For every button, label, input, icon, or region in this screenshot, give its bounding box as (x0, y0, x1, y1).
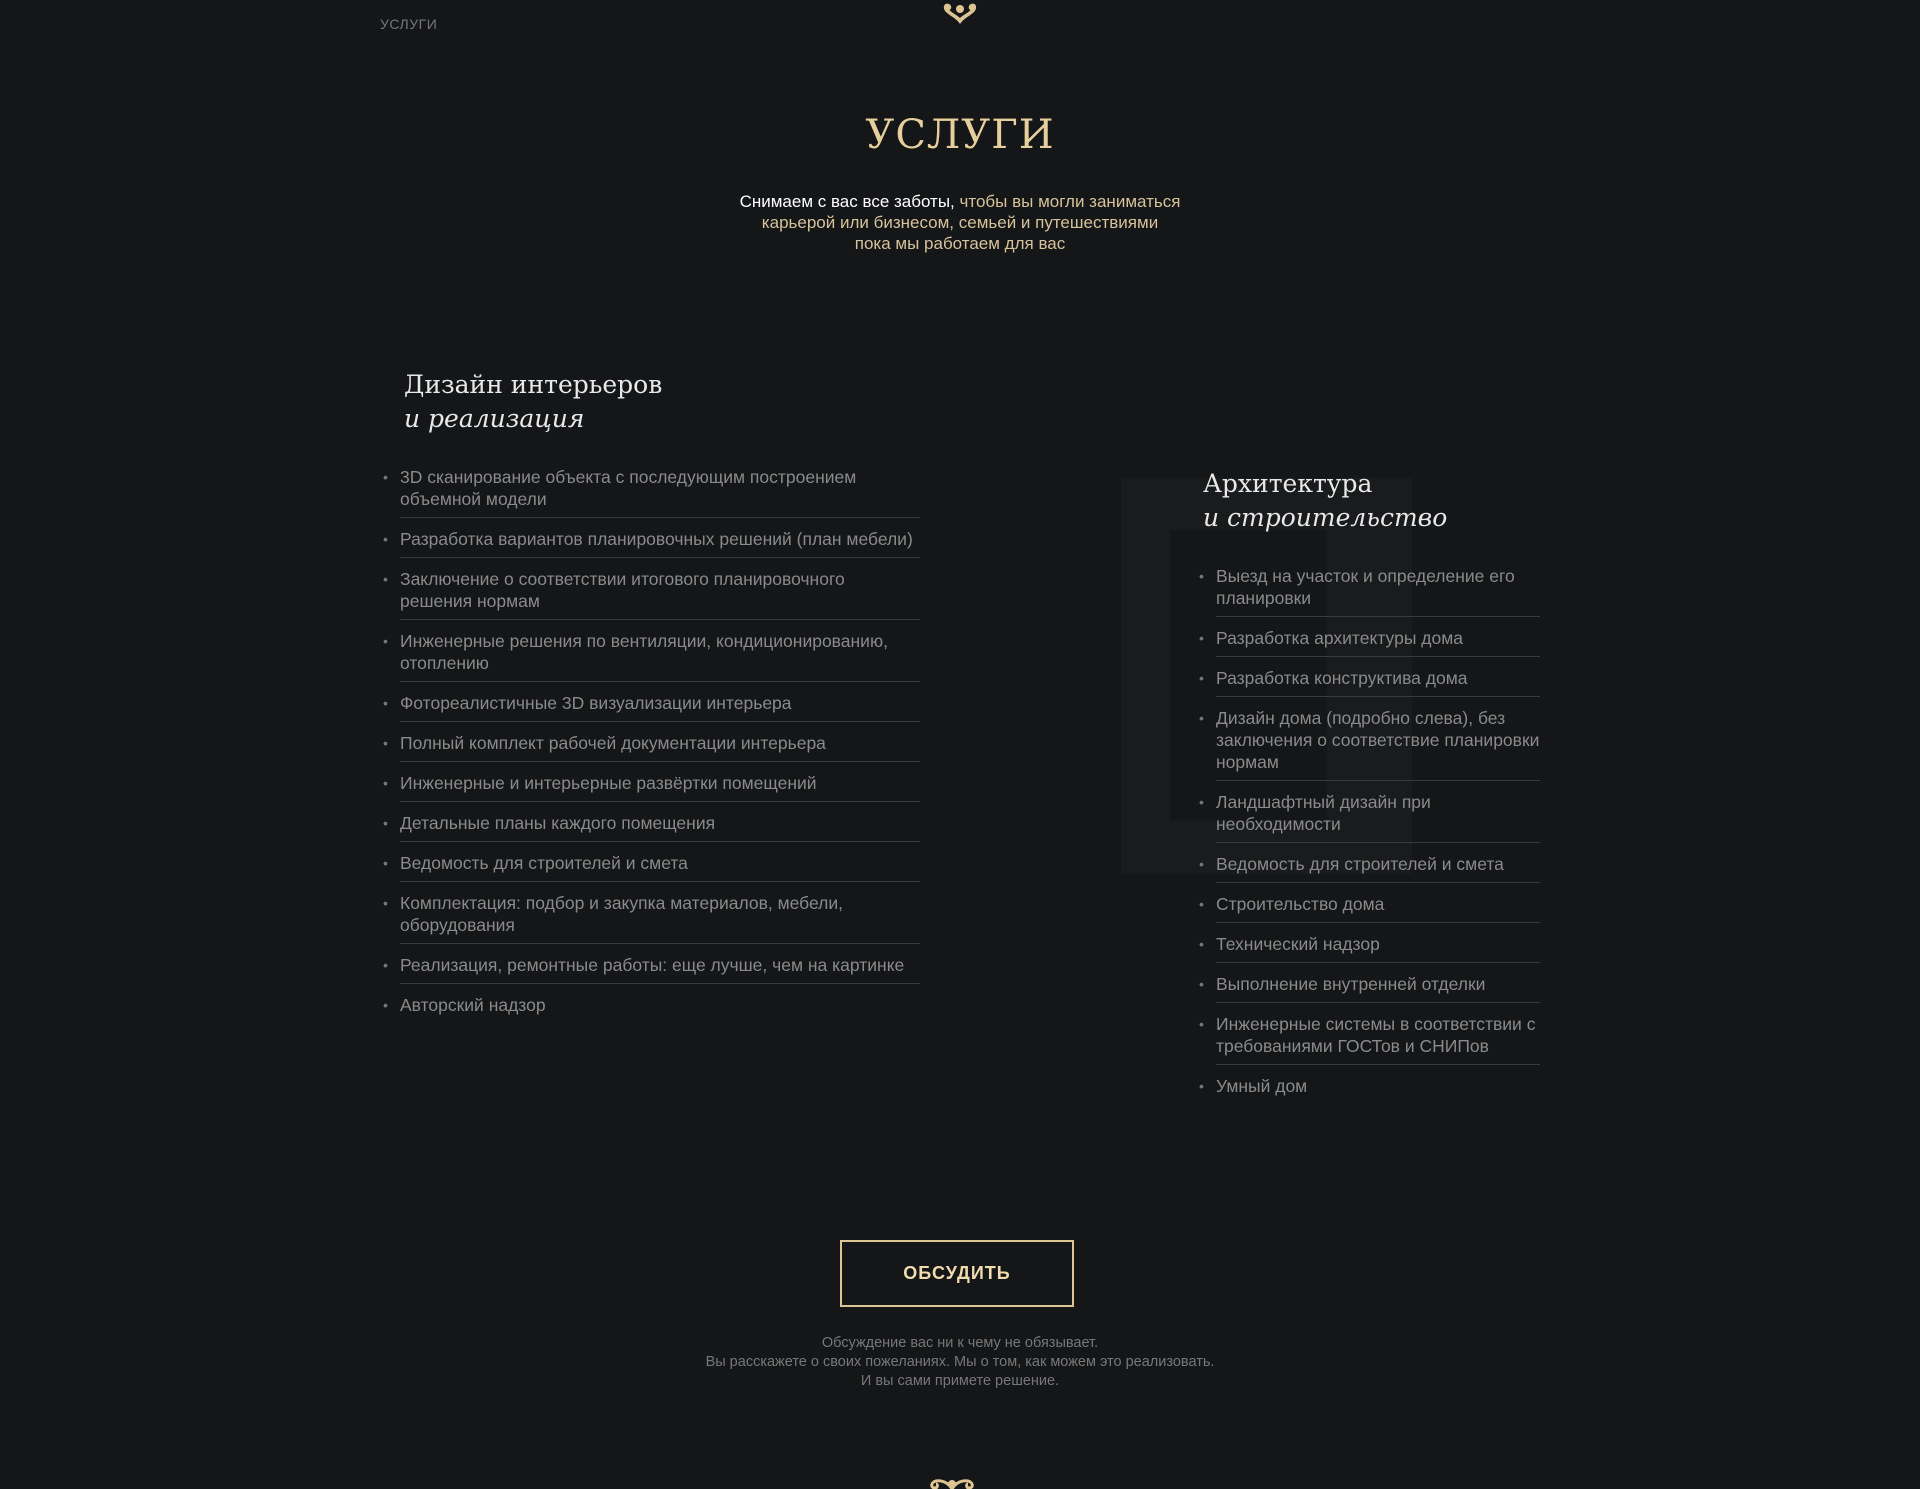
cta-note (560, 1334, 1360, 1391)
list-item (1196, 1075, 1540, 1105)
bullet-icon: • (1199, 568, 1204, 584)
subtitle-line-3: пока мы работаем для вас (854, 234, 1066, 253)
divider (400, 517, 920, 518)
list-item (1196, 565, 1540, 617)
list-item-label: 3D сканирование объекта с последующим построением объемной модели (400, 467, 857, 509)
divider (1216, 882, 1540, 883)
bullet-icon: • (1199, 976, 1204, 992)
list-item-label: Разработка конструктива дома (1216, 668, 1468, 688)
divider (400, 983, 920, 984)
list-item-label: Реализация, ремонтные работы: еще лучше, чем на картинке (400, 955, 905, 975)
divider (1216, 1002, 1540, 1003)
bullet-icon: • (383, 997, 388, 1013)
divider (400, 681, 920, 682)
architecture-heading-line1: Архитектура (1203, 469, 1373, 498)
list-item-label: Ведомость для строителей и смета (400, 853, 688, 873)
bullet-icon: • (383, 571, 388, 587)
interior-services-list (380, 466, 920, 1034)
divider (400, 557, 920, 558)
bullet-icon: • (1199, 1016, 1204, 1032)
architecture-heading-line2: и строительство (1203, 503, 1448, 532)
list-item (380, 528, 920, 558)
bullet-icon: • (1199, 936, 1204, 952)
list-item (1196, 933, 1540, 963)
list-item (380, 772, 920, 802)
bullet-icon: • (383, 855, 388, 871)
divider (1216, 696, 1540, 697)
list-item (1196, 791, 1540, 843)
ornament-flourish-icon (936, 0, 984, 26)
list-item-label: Фотореалистичные 3D визуализации интерьера (400, 693, 792, 713)
bullet-icon: • (1199, 1078, 1204, 1094)
bullet-icon: • (383, 469, 388, 485)
list-item (380, 994, 920, 1024)
list-item (380, 692, 920, 722)
list-item-label: Полный комплект рабочей документации интерьера (400, 733, 826, 753)
bullet-icon: • (383, 895, 388, 911)
list-item (380, 892, 920, 944)
bullet-icon: • (1199, 630, 1204, 646)
bullet-icon: • (1199, 856, 1204, 872)
divider (1216, 656, 1540, 657)
divider (400, 619, 920, 620)
bullet-icon: • (383, 633, 388, 649)
list-item-label: Авторский надзор (400, 995, 546, 1015)
interior-heading-line1: Дизайн интерьеров (404, 370, 663, 399)
list-item-label: Строительство дома (1216, 894, 1385, 914)
divider (400, 761, 920, 762)
list-item-label: Умный дом (1216, 1076, 1308, 1096)
bullet-icon: • (1199, 896, 1204, 912)
list-item-label: Дизайн дома (подробно слева), без заключения о соответствие планировки нормам (1216, 708, 1540, 772)
interior-heading (404, 368, 662, 436)
list-item (1196, 893, 1540, 923)
divider (1216, 1064, 1540, 1065)
list-item-label: Детальные планы каждого помещения (400, 813, 716, 833)
discuss-button[interactable]: ОБСУДИТЬ (840, 1240, 1074, 1307)
list-item (380, 732, 920, 762)
cta-note-line3: И вы сами примете решение. (860, 1373, 1060, 1389)
page-subtitle (660, 191, 1260, 254)
cta-note-line2: Вы расскажете о своих пожеланиях. Мы о том, как можем это реализовать. (705, 1354, 1215, 1370)
list-item-label: Технический надзор (1216, 934, 1380, 954)
bullet-icon: • (383, 957, 388, 973)
list-item-label: Ведомость для строителей и смета (1216, 854, 1504, 874)
list-item (380, 852, 920, 882)
bullet-icon: • (1199, 794, 1204, 810)
list-item-label: Разработка архитектуры дома (1216, 628, 1463, 648)
breadcrumb: УСЛУГИ (380, 16, 438, 32)
divider (1216, 922, 1540, 923)
subtitle-line-2: карьерой или бизнесом, семьей и путешествиями (761, 213, 1159, 232)
list-item (380, 954, 920, 984)
subtitle-line-1 (660, 191, 1260, 212)
bullet-icon: • (383, 735, 388, 751)
list-item-label: Выезд на участок и определение его планировки (1216, 566, 1515, 608)
list-item (1196, 853, 1540, 883)
list-item-label: Инженерные и интерьерные развёртки помещений (400, 773, 817, 793)
list-item (1196, 667, 1540, 697)
list-item (1196, 973, 1540, 1003)
bullet-icon: • (383, 815, 388, 831)
divider (1216, 842, 1540, 843)
list-item (380, 630, 920, 682)
list-item-label: Комплектация: подбор и закупка материалов, мебели, оборудования (400, 893, 844, 935)
divider (1216, 780, 1540, 781)
list-item-label: Инженерные системы в соответствии с требованиями ГОСТов и СНИПов (1216, 1014, 1536, 1056)
subtitle-rest: чтобы вы могли заниматься (954, 192, 1181, 211)
bullet-icon: • (1199, 710, 1204, 726)
list-item-label: Заключение о соответствии итогового планировочного решения нормам (400, 569, 845, 611)
bullet-icon: • (383, 775, 388, 791)
list-item-label: Ландшафтный дизайн при необходимости (1216, 792, 1431, 834)
divider (400, 801, 920, 802)
list-item (380, 466, 920, 518)
divider (400, 881, 920, 882)
architecture-services-list (1196, 565, 1540, 1115)
list-item (1196, 627, 1540, 657)
interior-heading-line2: и реализация (404, 404, 585, 433)
divider (1216, 962, 1540, 963)
bullet-icon: • (1199, 670, 1204, 686)
list-item (380, 812, 920, 842)
divider (1216, 616, 1540, 617)
list-item-label: Выполнение внутренней отделки (1216, 974, 1486, 994)
list-item (1196, 1013, 1540, 1065)
list-item-label: Инженерные решения по вентиляции, кондиционированию, отоплению (400, 631, 888, 673)
bullet-icon: • (383, 531, 388, 547)
ornament-flourish-icon (921, 1472, 983, 1489)
divider (400, 721, 920, 722)
divider (400, 841, 920, 842)
page-title: УСЛУГИ (865, 112, 1055, 158)
list-item-label: Разработка вариантов планировочных решений (план мебели) (400, 529, 913, 549)
list-item (1196, 707, 1540, 781)
cta-note-line1: Обсуждение вас ни к чему не обязывает. (821, 1335, 1099, 1351)
subtitle-lead: Снимаем с вас все заботы, (739, 192, 955, 211)
bullet-icon: • (383, 695, 388, 711)
divider (400, 943, 920, 944)
list-item (380, 568, 920, 620)
architecture-heading (1203, 467, 1447, 535)
